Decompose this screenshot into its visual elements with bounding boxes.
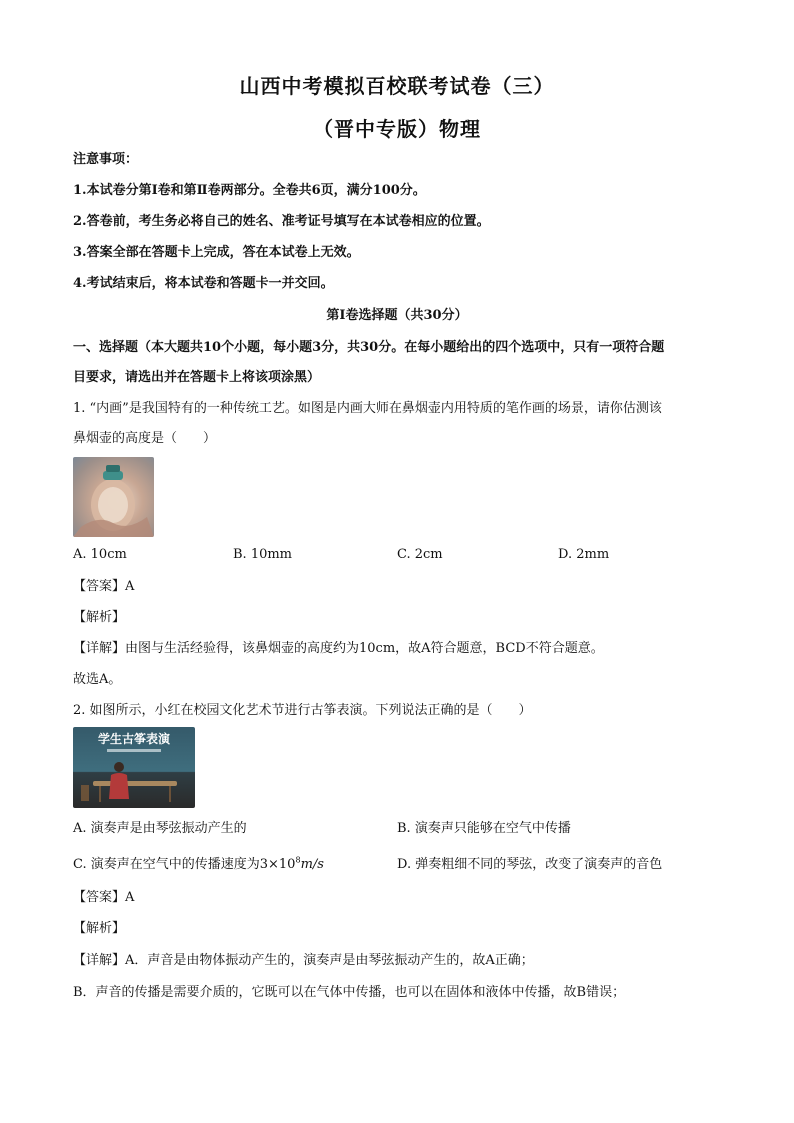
note-item-4: 4.考试结束后，将本试卷和答题卡一并交回。 [73,276,334,291]
q2-option-a: A. 演奏声是由琴弦振动产生的 [73,821,247,836]
q2-option-b: B. 演奏声只能够在空气中传播 [397,821,571,836]
notes-heading: 注意事项： [73,152,139,167]
section-instruction-1: 一、选择题（本大题共10个小题，每小题3分，共30分。在每小题给出的四个选项中，只有一项符合题 [73,340,665,355]
section-title: 第Ⅰ卷选择题（共30分） [326,308,468,323]
q2-option-c-unit: m/s [300,857,324,872]
exam-title: 山西中考模拟百校联考试卷（三） [239,74,555,98]
q1-stem-line2: 鼻烟壶的高度是（ ） [73,431,217,446]
q2-detail-b: B．声音的传播是需要介质的，它既可以在气体中传播，也可以在固体和液体中传播，故B错误； [73,985,626,1000]
q1-answer: 【答案】A [73,579,135,594]
q2-option-c-exponent: 8 [295,855,301,865]
q2-stem: 2. 如图所示，小红在校园文化艺术节进行古筝表演。下列说法正确的是（ ） [73,703,532,718]
q2-answer: 【答案】A [73,890,135,905]
banner-text: 学生古筝表演 [97,732,171,746]
q1-option-d: D. 2mm [558,547,610,562]
note-item-1: 1.本试卷分第Ⅰ卷和第Ⅱ卷两部分。全卷共6页，满分100分。 [73,183,426,198]
q2-option-d: D. 弹奏粗细不同的琴弦，改变了演奏声的音色 [397,857,663,872]
q1-option-a: A. 10cm [73,547,127,562]
snuff-bottle-photo [73,457,154,537]
q1-option-b: B. 10mm [233,547,293,562]
guzheng-performance-photo [73,727,195,808]
q1-conclusion: 故选A。 [73,672,122,687]
q1-analysis: 【解析】 [73,610,126,625]
note-item-2: 2.答卷前，考生务必将自己的姓名、准考证号填写在本试卷相应的位置。 [73,214,490,229]
q2-detail-a: 【详解】A．声音是由物体振动产生的，演奏声是由琴弦振动产生的，故A正确； [73,953,534,968]
section-instruction-2: 目要求，请选出并在答题卡上将该项涂黑） [73,370,321,385]
exam-subtitle: （晋中专版）物理 [313,117,481,141]
q2-analysis: 【解析】 [73,921,126,936]
q1-detail: 【详解】由图与生活经验得，该鼻烟壶的高度约为10cm，故A符合题意，BCD不符合题意。 [73,641,604,656]
q2-option-c-text: C. 演奏声在空气中的传播速度为3×10 [73,857,296,872]
q2-option-c [73,853,324,872]
q1-option-c: C. 2cm [397,547,443,562]
q1-stem-line1: 1. “内画”是我国特有的一种传统工艺。如图是内画大师在鼻烟壶内用特质的笔作画的场景，请你估测该 [73,401,662,416]
note-item-3: 3.答案全部在答题卡上完成，答在本试卷上无效。 [73,245,360,260]
